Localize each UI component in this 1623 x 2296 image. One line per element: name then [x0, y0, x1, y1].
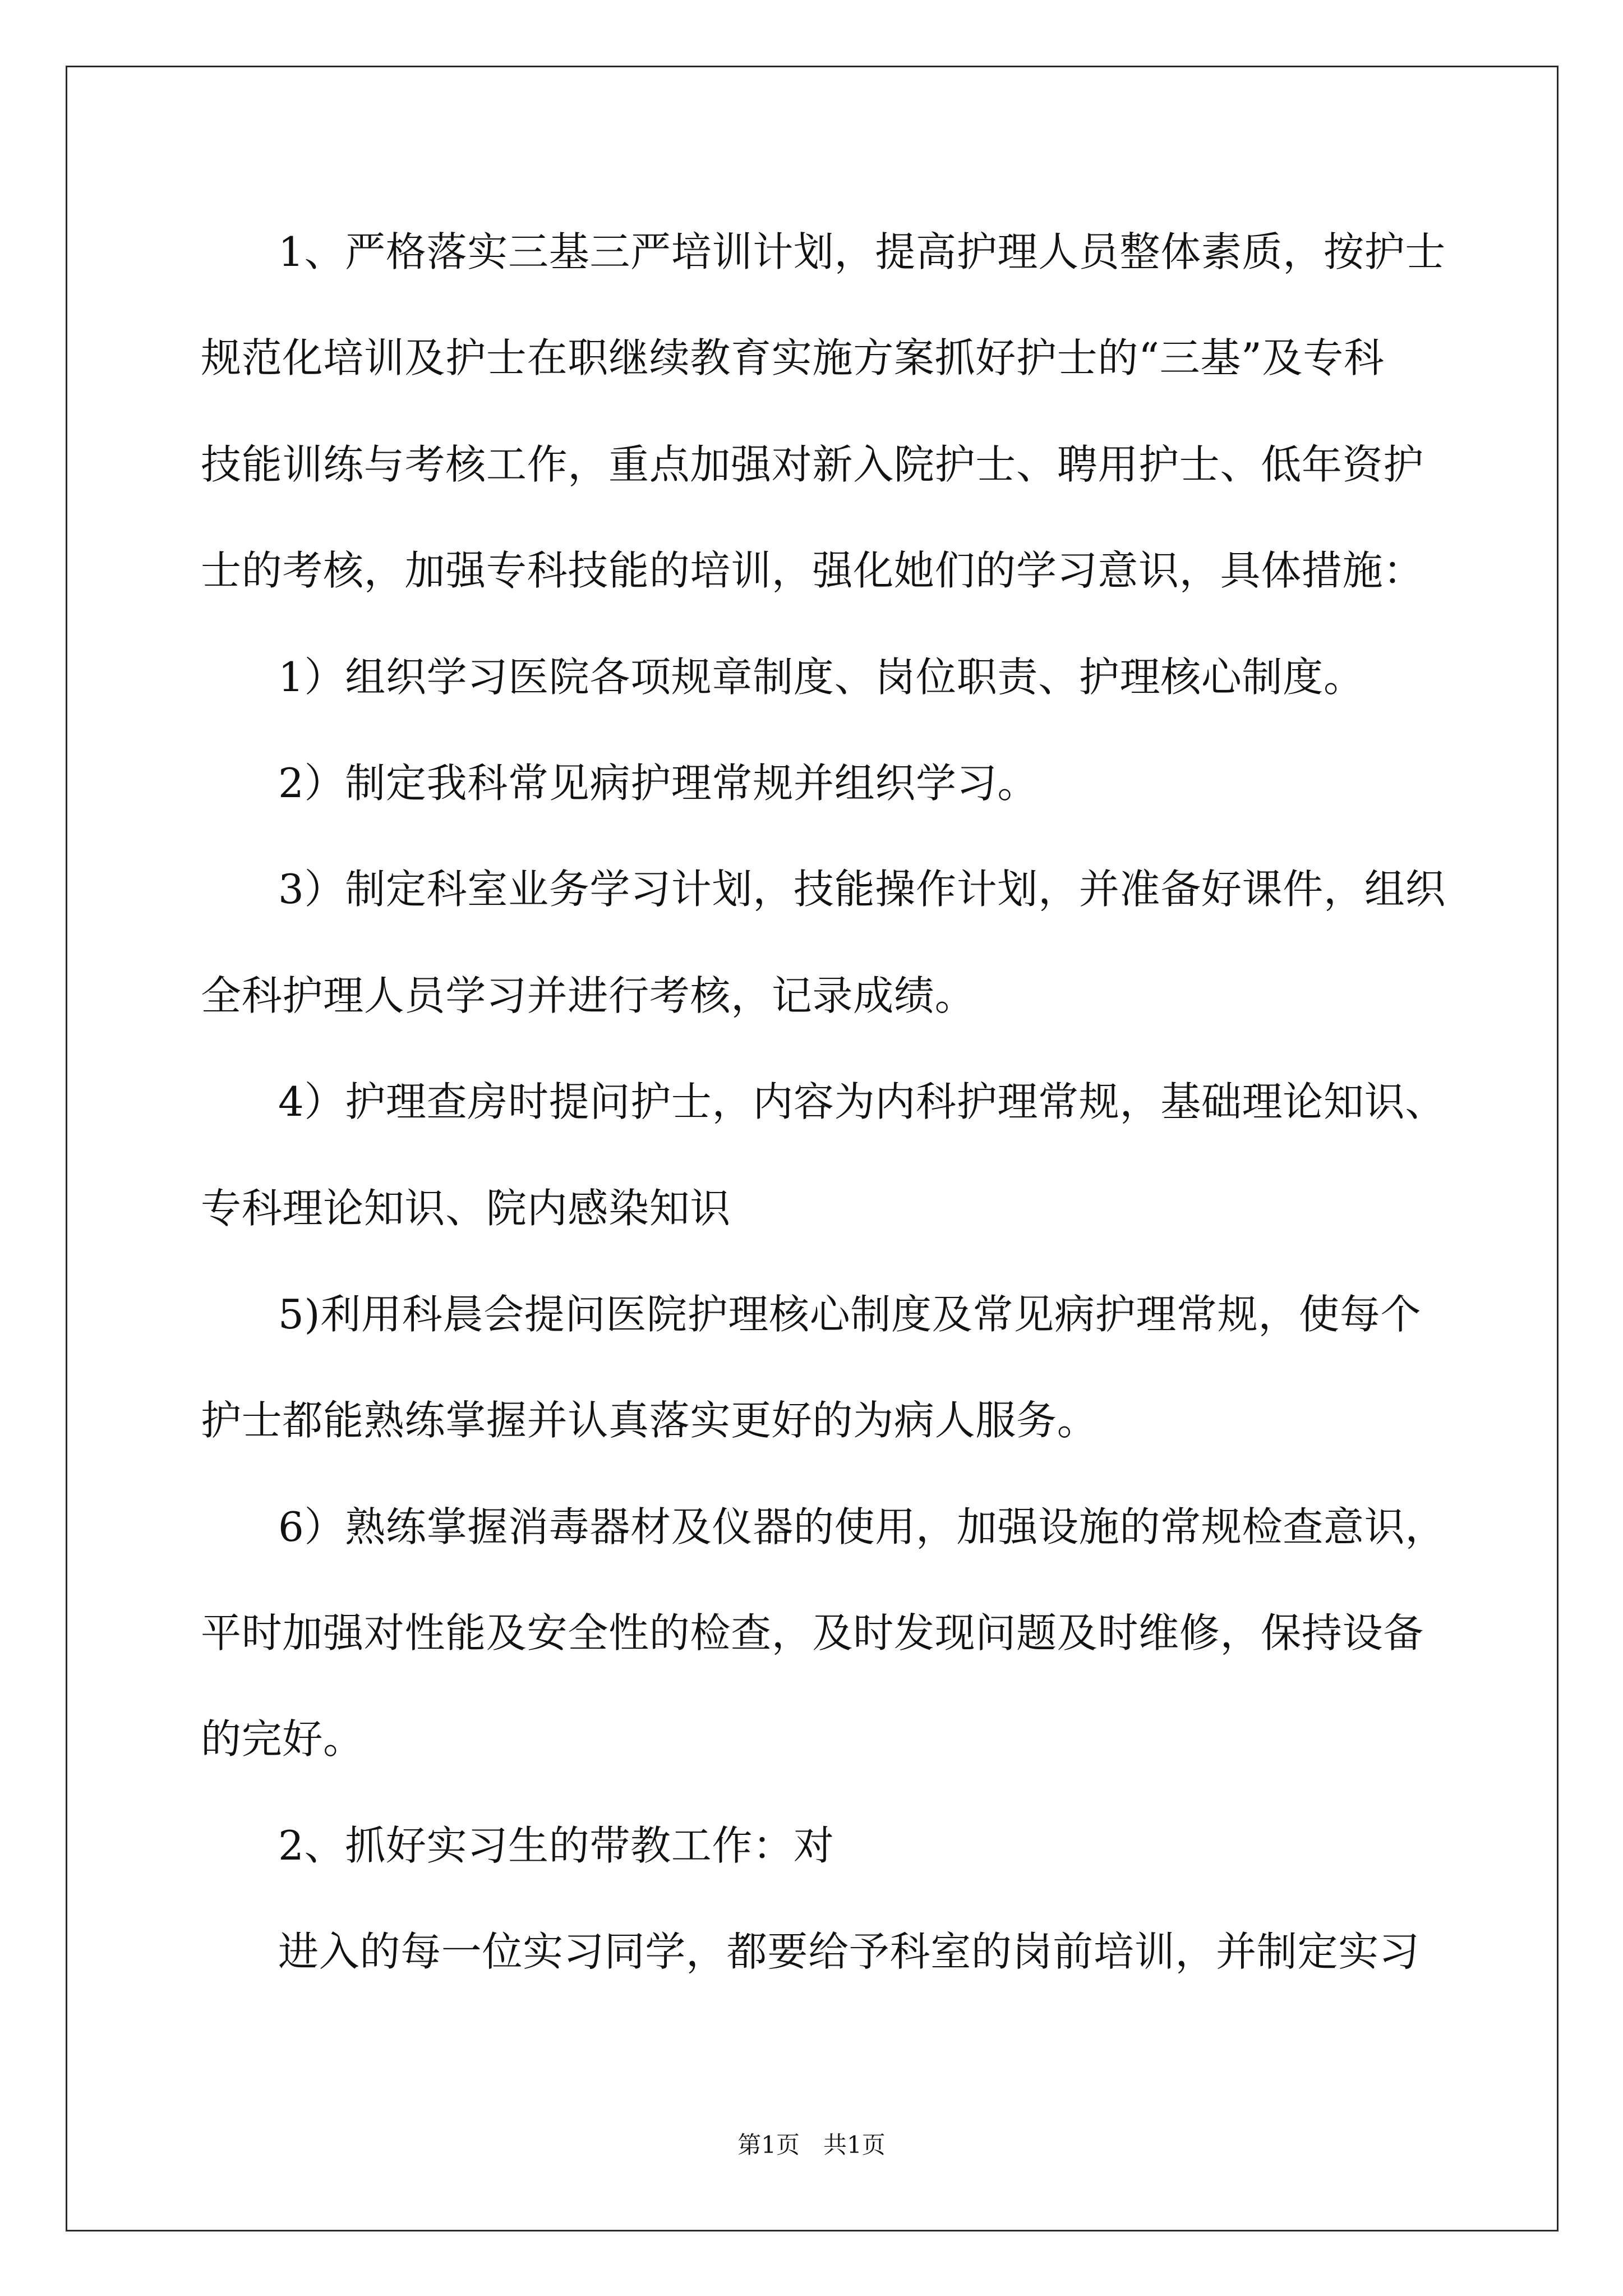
text-line: 平时加强对性能及安全性的检查，及时发现问题及时维修，保持设备	[201, 1609, 1424, 1657]
text-line: 规范化培训及护士在职继续教育实施方案抓好护士的“三基”及专科	[201, 334, 1385, 382]
paragraph	[201, 1049, 1536, 1262]
text-line: 5)利用科晨会提问医院护理核心制度及常见病护理常规，使每个	[278, 1290, 1422, 1338]
paragraph	[201, 1262, 1536, 1474]
text-line: 2、抓好实习生的带教工作：对	[278, 1821, 834, 1869]
text-line: 技能训练与考核工作，重点加强对新入院护士、聘用护士、低年资护	[201, 440, 1424, 488]
paragraph	[201, 199, 1536, 624]
text-line: 3）制定科室业务学习计划，技能操作计划，并准备好课件，组织	[278, 866, 1446, 913]
text-line: 全科护理人员学习并进行考核，记录成绩。	[201, 972, 976, 1019]
paragraph	[201, 1899, 1536, 2005]
text-line: 4）护理查房时提问护士，内容为内科护理常规，基础理论知识、	[278, 1078, 1446, 1126]
paragraph	[201, 624, 1536, 730]
text-line: 士的考核，加强专科技能的培训，强化她们的学习意识，具体措施：	[201, 547, 1424, 595]
text-line: 1）组织学习医院各项规章制度、岗位职责、护理核心制度。	[278, 653, 1364, 701]
paragraph	[201, 730, 1536, 836]
text-line: 6）熟练掌握消毒器材及仪器的使用，加强设施的常规检查意识，	[278, 1503, 1446, 1550]
text-line: 2）制定我科常见病护理常规并组织学习。	[278, 759, 1039, 807]
document-body	[201, 199, 1536, 2005]
paragraph	[201, 836, 1536, 1049]
paragraph	[201, 1474, 1536, 1793]
text-line: 专科理论知识、院内感染知识	[201, 1184, 731, 1232]
page-footer: 第1页 共1页	[737, 2131, 886, 2159]
text-line: 1、严格落实三基三严培训计划，提高护理人员整体素质，按护士	[278, 228, 1446, 275]
text-line: 进入的每一位实习同学，都要给予科室的岗前培训，并制定实习	[278, 1928, 1420, 1976]
paragraph	[201, 1793, 1536, 1899]
text-line: 的完好。	[201, 1715, 364, 1763]
text-line: 护士都能熟练掌握并认真落实更好的为病人服务。	[201, 1397, 1098, 1444]
